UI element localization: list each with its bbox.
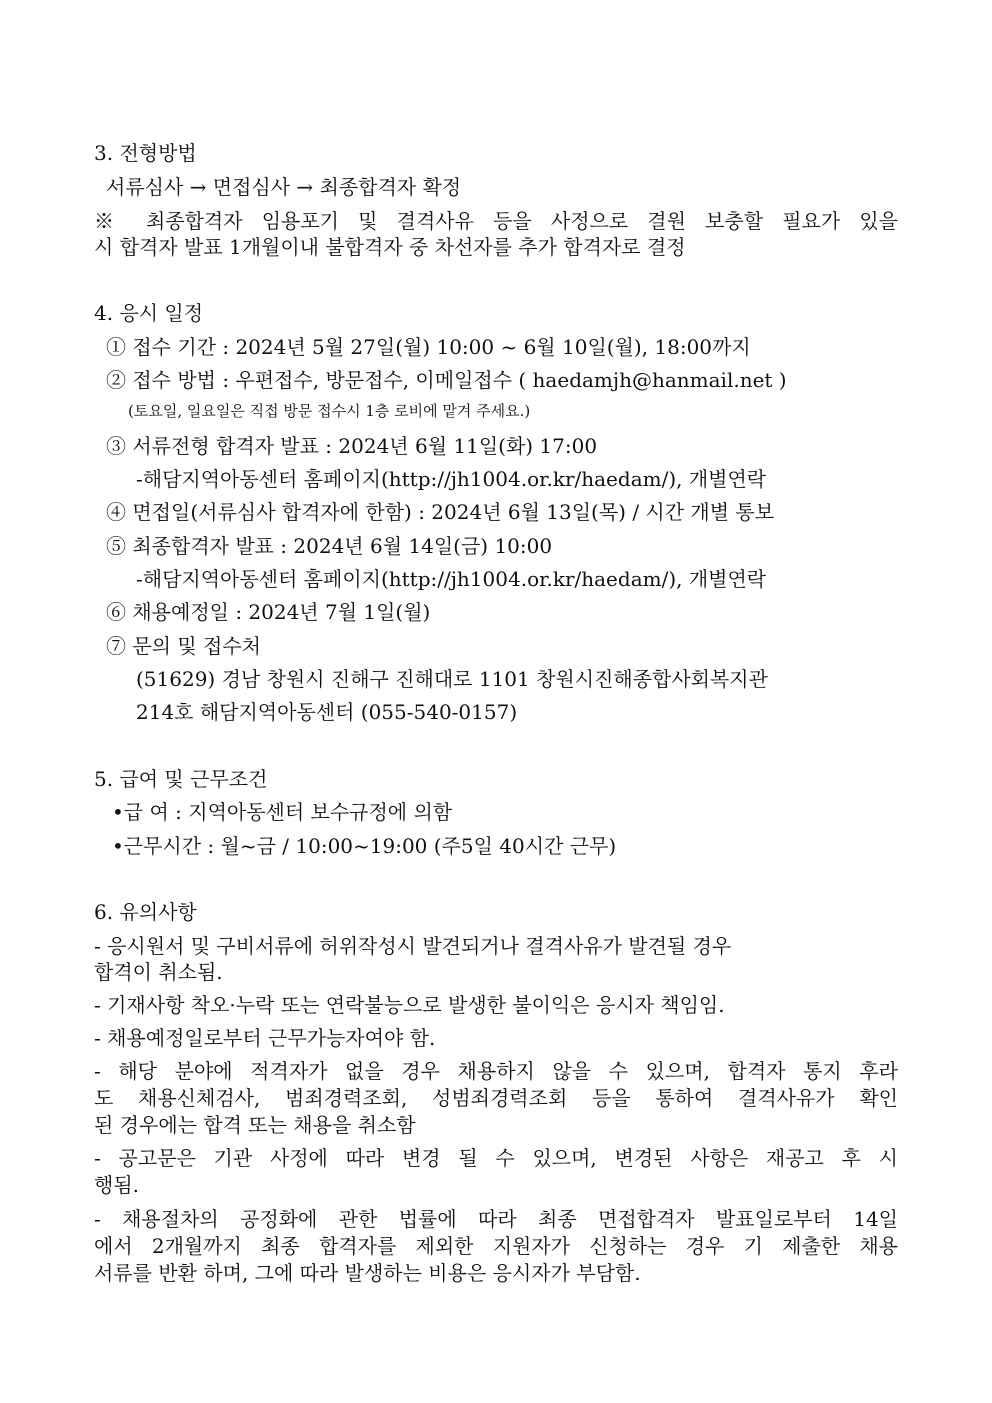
notice-5-line-2: 행됨.: [94, 1173, 139, 1197]
contact-address-line-2: 214호 해담지역아동센터 (055-540-0157): [136, 700, 518, 724]
notice-6-line-2: 에서 2개월까지 최종 합격자를 제외한 지원자가 신청하는 경우 기 제출한 채용: [94, 1234, 898, 1258]
schedule-item-5-sub: -해담지역아동센터 홈페이지(http://jh1004.or.kr/haedam/), 개별연락: [136, 567, 767, 591]
notice-3: - 채용예정일로부터 근무가능자여야 함.: [94, 1026, 436, 1050]
schedule-item-5: ⑤ 최종합격자 발표 : 2024년 6월 14일(금) 10:00: [106, 534, 553, 558]
schedule-item-2: ② 접수 방법 : 우편접수, 방문접수, 이메일접수 ( haedamjh@hanmail.net ): [106, 368, 787, 392]
section-3-heading: 3. 전형방법: [94, 141, 197, 165]
notice-2: - 기재사항 착오·누락 또는 연락불능으로 발생한 불이익은 응시자 책임임.: [94, 993, 725, 1017]
notice-4-line-3: 된 경우에는 합격 또는 채용을 취소함: [94, 1113, 416, 1137]
notice-6-line-1: - 채용절차의 공정화에 관한 법률에 따라 최종 면접합격자 발표일로부터 14일: [94, 1207, 898, 1231]
schedule-item-6: ⑥ 채용예정일 : 2024년 7월 1일(월): [106, 600, 431, 624]
notice-4-line-1: - 해당 분야에 적격자가 없을 경우 채용하지 않을 수 있으며, 합격자 통지 후라: [94, 1059, 898, 1083]
section-4-heading: 4. 응시 일정: [94, 301, 204, 325]
work-hours-bullet: •근무시간 : 월~금 / 10:00~19:00 (주5일 40시간 근무): [112, 834, 617, 858]
schedule-item-7: ⑦ 문의 및 접수처: [106, 634, 261, 658]
contact-address-line-1: (51629) 경남 창원시 진해구 진해대로 1101 창원시진해종합사회복지관: [136, 667, 768, 691]
notice-6-line-3: 서류를 반환 하며, 그에 따라 발생하는 비용은 응시자가 부담함.: [94, 1261, 641, 1285]
section-6-heading: 6. 유의사항: [94, 900, 197, 924]
schedule-item-1: ① 접수 기간 : 2024년 5월 27일(월) 10:00 ~ 6월 10일(월), 18:00까지: [106, 335, 751, 359]
notice-5-line-1: - 공고문은 기관 사정에 따라 변경 될 수 있으며, 변경된 사항은 재공고 후 시: [94, 1146, 898, 1170]
selection-flow: 서류심사 → 면접심사 → 최종합격자 확정: [106, 175, 462, 199]
schedule-item-2-note: (토요일, 일요일은 직접 방문 접수시 1층 로비에 맡겨 주세요.): [128, 402, 531, 420]
notice-1-line-1: - 응시원서 및 구비서류에 허위작성시 발견되거나 결격사유가 발견될 경우: [94, 934, 732, 958]
section-5-heading: 5. 급여 및 근무조건: [94, 767, 268, 791]
notice-1-line-2: 합격이 취소됨.: [94, 960, 223, 984]
schedule-item-3: ③ 서류전형 합격자 발표 : 2024년 6월 11일(화) 17:00: [106, 434, 598, 458]
schedule-item-3-sub: -해담지역아동센터 홈페이지(http://jh1004.or.kr/haedam/), 개별연락: [136, 467, 767, 491]
notice-4-line-2: 도 채용신체검사, 범죄경력조회, 성범죄경력조회 등을 통하여 결격사유가 확인: [94, 1086, 898, 1110]
selection-note-line-1: ※ 최종합격자 임용포기 및 결격사유 등을 사정으로 결원 보충할 필요가 있을: [94, 209, 898, 233]
schedule-item-4: ④ 면접일(서류심사 합격자에 한함) : 2024년 6월 13일(목) / 시간 개별 통보: [106, 500, 775, 524]
pay-bullet: •급 여 : 지역아동센터 보수규정에 의함: [112, 800, 453, 824]
selection-note-line-2: 시 합격자 발표 1개월이내 불합격자 중 차선자를 추가 합격자로 결정: [94, 235, 686, 259]
